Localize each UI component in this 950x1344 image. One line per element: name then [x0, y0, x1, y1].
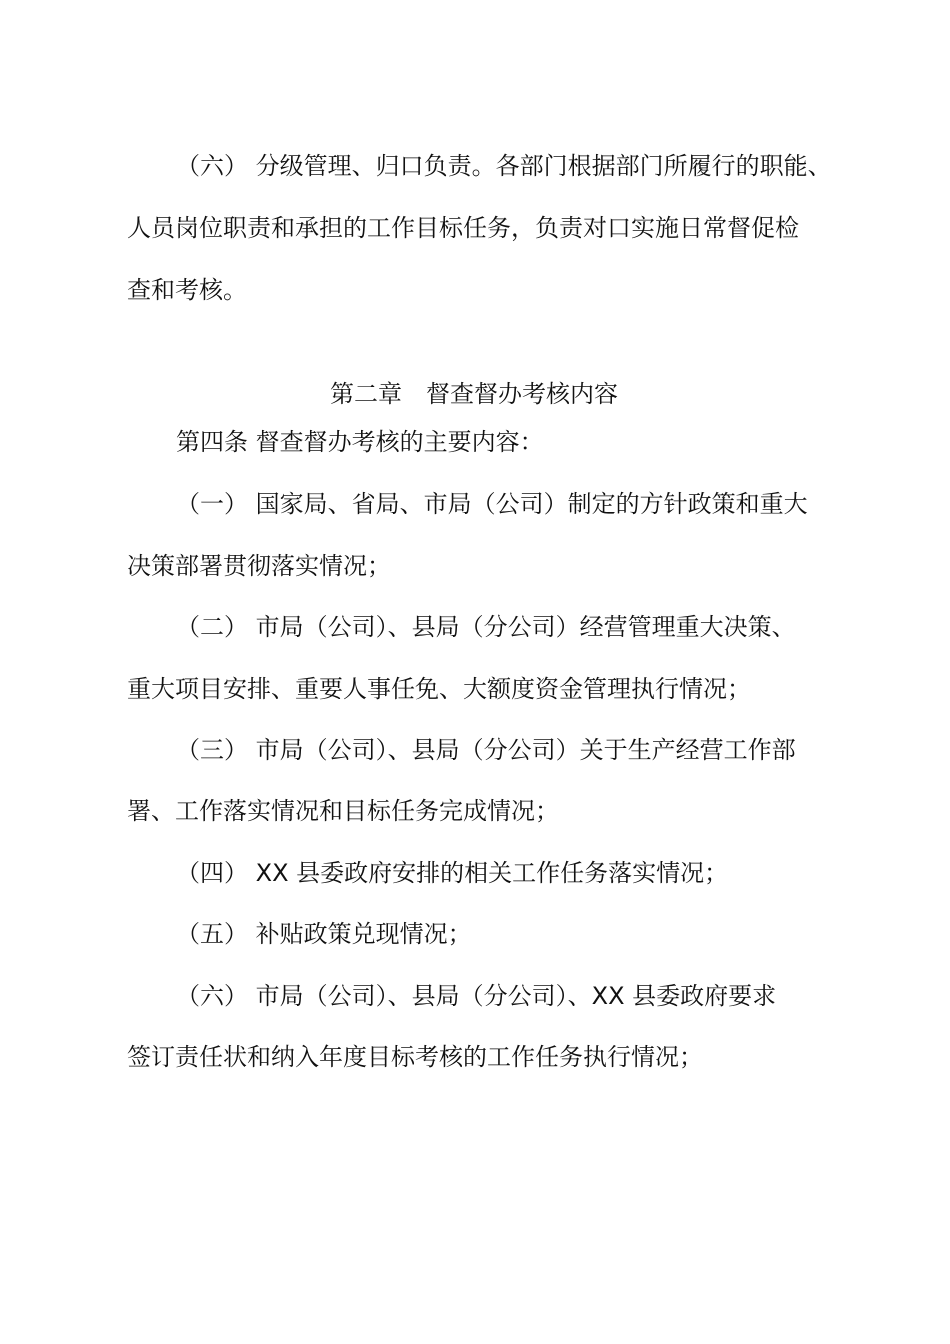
- paragraph-line: 人员岗位职责和承担的工作目标任务，负责对口实施日常督促检: [127, 214, 799, 242]
- list-item-line: （五） 补贴政策兑现情况；: [176, 920, 472, 948]
- list-item-line: （四） XX 县委政府安排的相关工作任务落实情况；: [176, 859, 729, 887]
- paragraph-line: 查和考核。: [127, 276, 247, 304]
- chapter-title: 第二章 督查督办考核内容: [330, 380, 618, 408]
- list-item-line: 决策部署贯彻落实情况；: [127, 552, 391, 580]
- list-item-line: 署、工作落实情况和目标任务完成情况；: [127, 797, 559, 825]
- article-heading: 第四条 督查督办考核的主要内容：: [176, 428, 544, 456]
- list-item-line: （六） 市局（公司）、县局（分公司）、XX 县委政府要求: [176, 982, 777, 1010]
- list-item-line: （三） 市局（公司）、县局（分公司）关于生产经营工作部: [176, 736, 796, 764]
- list-item-line: 签订责任状和纳入年度目标考核的工作任务执行情况；: [127, 1043, 703, 1071]
- list-item-line: （二） 市局（公司）、县局（分公司）经营管理重大决策、: [176, 613, 796, 641]
- paragraph-line: （六） 分级管理、归口负责。各部门根据部门所履行的职能、: [176, 152, 832, 180]
- list-item-line: 重大项目安排、重要人事任免、大额度资金管理执行情况；: [127, 675, 751, 703]
- list-item-line: （一） 国家局、省局、市局（公司）制定的方针政策和重大: [176, 490, 808, 518]
